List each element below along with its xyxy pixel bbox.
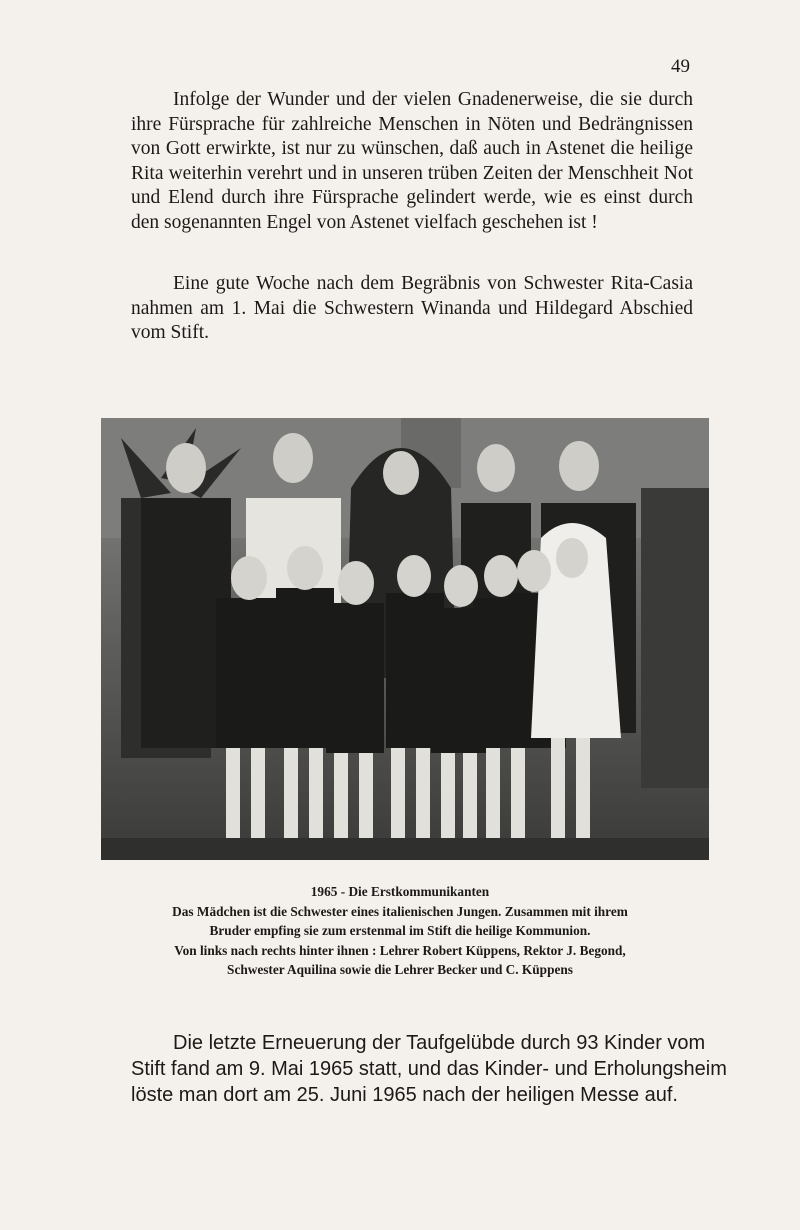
paragraph-closing (131, 1030, 727, 1108)
closing-line: Die letzte Erneuerung der Taufgelübde durch 93 Kinder vom (173, 1032, 706, 1054)
group-photo (101, 418, 709, 860)
closing-line: löste man dort am 25. Juni 1965 nach der heiligen Messe auf. (131, 1084, 678, 1106)
paragraph-rita-veneration: Infolge der Wunder und der vielen Gnadenerweise, die sie durch ihre Fürsprache für zahlreiche Menschen in Nöten und Bedrängnissen von Gott erwirkte, ist nur zu wünschen, daß auch in Astenet die heilige Rita weiterhin verehrt und in unseren trüben Zeiten der Menschheit Not und Elend durch ihre Fürsprache gelindert werde, wie es einst durch den sogenannten Engel von Astenet vielfach geschehen ist ! (131, 89, 693, 233)
paragraph-sisters-farewell: Eine gute Woche nach dem Begräbnis von Schwester Rita-Casia nahmen am 1. Mai die Schwestern Winanda und Hildegard Abschied vom Stift. (131, 273, 693, 343)
caption-line: Von links nach rechts hinter ihnen : Lehrer Robert Küppens, Rektor J. Begond, (174, 942, 626, 958)
photo-caption (110, 882, 690, 980)
closing-line: Stift fand am 9. Mai 1965 statt, und das Kinder- und Erholungsheim (131, 1058, 727, 1080)
caption-line: Schwester Aquilina sowie die Lehrer Becker und C. Küppens (227, 962, 573, 977)
page-number: 49 (671, 56, 690, 77)
caption-title: 1965 - Die Erstkommunikanten (310, 884, 490, 899)
caption-line: Bruder empfing sie zum erstenmal im Stift die heilige Kommunion. (209, 923, 591, 938)
caption-line: Das Mädchen ist die Schwester eines italienischen Jungen. Zusammen mit ihrem (172, 903, 628, 919)
group-photo-drawing (101, 418, 709, 860)
